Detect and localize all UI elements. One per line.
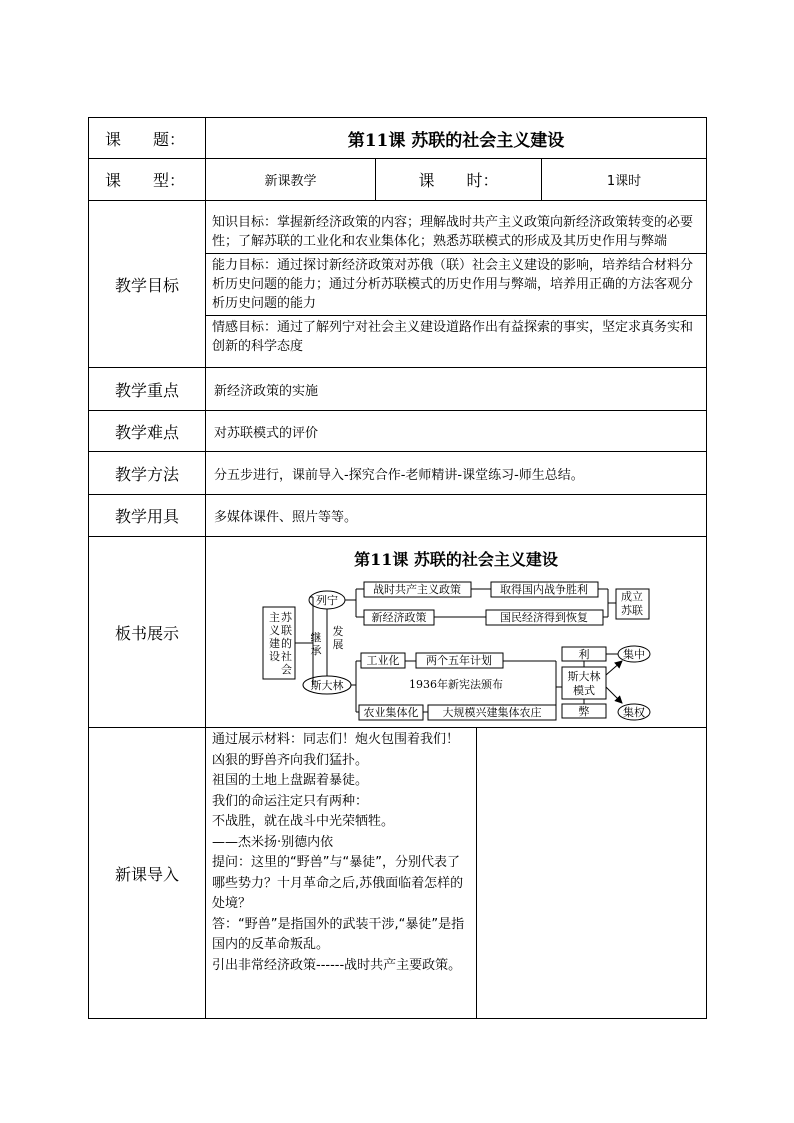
method-label: 教学方法: [89, 452, 206, 495]
time-label: 课 时：: [376, 159, 542, 201]
stalin-model-label-2: 模式: [573, 684, 595, 697]
topic-value: 第11课 苏联的社会主义建设: [206, 118, 707, 159]
board-diagram: [206, 537, 706, 723]
stalin-model-label-1: 斯大林: [567, 670, 601, 683]
constitution-label: 1936年新宪法颁布: [409, 678, 503, 691]
intro-line: 不战胜，就在战斗中光荣牺牲。: [212, 814, 395, 829]
difficulty-label: 教学难点: [89, 411, 206, 452]
lenin-label: 列宁: [316, 594, 338, 607]
side-char: 苏: [281, 611, 292, 624]
side-char: 设: [269, 650, 280, 663]
intro-line: 提问：这里的“野兽”与“暴徒”，分别代表了哪些势力？十月革命之后,苏俄面临着怎样的处境？: [212, 855, 464, 911]
board-title: 第11课 苏联的社会主义建设: [354, 550, 558, 569]
emotion-objective: 情感目标：通过了解列宁对社会主义建设道路作出有益探索的事实，坚定求真务实和创新的科学态度: [206, 315, 706, 358]
intro-line: 我们的命运注定只有两种：: [212, 793, 369, 809]
method-value: 分五步进行，课前导入-探究合作-老师精讲-课堂练习-师生总结。: [206, 452, 707, 495]
board-label: 板书展示: [89, 537, 206, 728]
centralize-label: 集中: [623, 648, 645, 661]
intro-line: 答：“野兽”是指国外的武装干涉,“暴徒”是指国内的反革命叛乱。: [212, 916, 465, 952]
side-char: 义: [269, 624, 280, 637]
collective-farms-label: 大规模兴建集体农庄: [442, 706, 542, 719]
side-char: 主: [269, 611, 280, 624]
collectivization-label: 农业集体化: [363, 706, 419, 719]
type-label: 课 型：: [89, 159, 206, 201]
lesson-plan-table: [88, 117, 707, 1019]
row-tools: [89, 495, 707, 537]
concentrate-power-label: 集权: [623, 706, 645, 719]
develop-label: 发展: [332, 625, 344, 651]
topic-label: 课 题：: [89, 118, 206, 159]
intro-line: 祖国的土地上盘踞着暴徒。: [212, 773, 369, 788]
side-char: 社: [281, 650, 292, 663]
row-board: [89, 537, 707, 728]
win-war-label: 取得国内战争胜利: [500, 583, 588, 596]
nep-label: 新经济政策: [371, 611, 427, 624]
row-intro: [89, 728, 707, 1019]
type-value: 新课教学: [206, 159, 376, 201]
intro-line: 凶狠的野兽齐向我们猛扑。: [212, 752, 369, 768]
row-difficulty: [89, 411, 707, 452]
war-communism-label: 战时共产主义政策: [373, 583, 461, 596]
side-char: 会: [281, 663, 292, 676]
intro-line: 引出非常经济政策------战时共产主要政策。: [212, 957, 462, 973]
tools-label: 教学用具: [89, 495, 206, 537]
row-method: [89, 452, 707, 495]
side-char: 建: [269, 637, 280, 650]
key-point-value: 新经济政策的实施: [206, 368, 707, 411]
row-type: [89, 159, 707, 201]
found-ussr-label-2: 苏联: [621, 604, 643, 617]
difficulty-value: 对苏联模式的评价: [206, 411, 707, 452]
side-char: 的: [281, 637, 292, 650]
objectives-cell: [206, 201, 707, 368]
row-objectives: [89, 201, 707, 368]
knowledge-objective: 知识目标：掌握新经济政策的内容；理解战时共产主义政策向新经济政策转变的必要性；了解苏联的工业化和农业集体化；熟悉苏联模式的形成及其历史作用与弊端: [212, 214, 694, 249]
objectives-label: 教学目标: [89, 201, 206, 368]
intro-label: 新课导入: [89, 728, 206, 1019]
industrialization-label: 工业化: [366, 654, 400, 667]
recover-label: 国民经济得到恢复: [500, 611, 588, 624]
board-diagram-cell: [206, 537, 707, 728]
intro-empty-cell: [477, 728, 707, 1019]
intro-line: 通过展示材料：同志们！炮火包围着我们！: [212, 732, 460, 747]
inherit-label: 继承: [310, 631, 322, 657]
five-year-label: 两个五年计划: [426, 654, 492, 667]
disadvantage-label: 弊: [578, 705, 590, 718]
row-key-point: [89, 368, 707, 411]
intro-text-cell: [206, 728, 477, 1019]
ability-objective: 能力目标：通过探讨新经济政策对苏俄（联）社会主义建设的影响，培养结合材料分析历史问题的能力；通过分析苏联模式的历史作用与弊端，培养用正确的方法客观分析历史问题的能力: [206, 253, 706, 315]
key-point-label: 教学重点: [89, 368, 206, 411]
found-ussr-label-1: 成立: [621, 590, 643, 603]
stalin-label: 斯大林: [310, 679, 344, 692]
advantage-label: 利: [578, 648, 590, 661]
side-char: 联: [281, 624, 292, 637]
tools-value: 多媒体课件、照片等等。: [206, 495, 707, 537]
intro-line: ——杰米扬·别德内依: [212, 834, 334, 850]
row-topic: [89, 118, 707, 159]
time-value: 1课时: [542, 159, 707, 201]
